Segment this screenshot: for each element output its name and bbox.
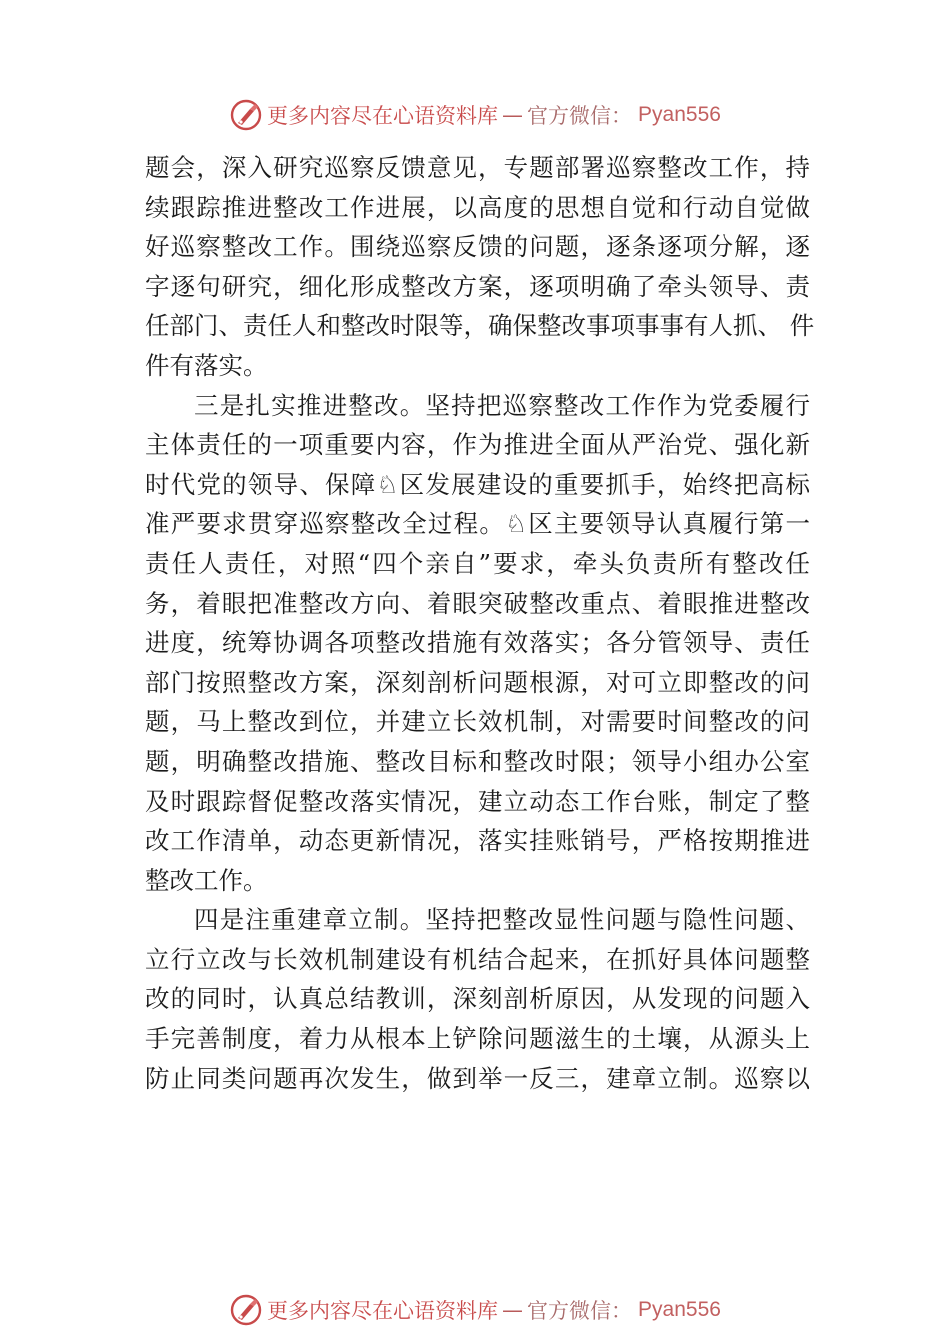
text-line: 准严要求贯穿巡察整改全过程。♘区主要领导认真履行第一 (145, 509, 810, 539)
text-line: 手完善制度，着力从根本上铲除问题滋生的土壤，从源头上 (145, 1024, 810, 1054)
watermark-label: 官方微信： (527, 104, 633, 128)
watermark-wechat-id: Pyan556 (638, 103, 721, 126)
text-line: 防止同类问题再次发生，做到举一反三，建章立制。巡察以 (145, 1063, 810, 1093)
text-line: 改工作清单，动态更新情况，落实挂账销号，严格按期推进 (145, 826, 810, 856)
watermark-site-text: 更多内容尽在心语资料库 (267, 104, 499, 128)
watermark-wechat-id: Pyan556 (638, 1298, 721, 1321)
text-line: 件有落实。 (145, 350, 268, 380)
text-line: 任部门、责任人和整改时限等，确保整改事项事事有人抓、 件 (145, 311, 815, 341)
footer-watermark-banner (0, 1290, 950, 1330)
text-line: 整改工作。 (145, 865, 268, 895)
text-line: 题，马上整改到位，并建立长效机制，对需要时间整改的问 (145, 707, 810, 737)
text-line: 续跟踪推进整改工作进展，以高度的思想自觉和行动自觉做 (145, 192, 810, 222)
text-line: 题，明确整改措施、整改目标和整改时限；领导小组办公室 (145, 746, 810, 776)
text-line: 部门按照整改方案，深刻剖析问题根源，对可立即整改的问 (145, 667, 810, 697)
text-line: 改的同时，认真总结教训，深刻剖析原因，从发现的问题入 (145, 984, 810, 1014)
text-line: 好巡察整改工作。围绕巡察反馈的问题，逐条逐项分解，逐 (145, 232, 810, 262)
watermark-label: 官方微信： (527, 1299, 633, 1323)
text-line: 主体责任的一项重要内容，作为推进全面从严治党、强化新 (145, 430, 810, 460)
pen-nib-logo-icon (229, 98, 263, 132)
document-body (145, 148, 815, 1098)
paragraph-first-line: 四是注重建章立制。坚持把整改显性问题与隐性问题、 (194, 905, 810, 935)
text-line: 及时跟踪督促整改落实情况，建立动态工作台账，制定了整 (145, 786, 810, 816)
pen-nib-logo-icon (229, 1293, 263, 1327)
text-line: 务，着眼把准整改方向、着眼突破整改重点、着眼推进整改 (145, 588, 810, 618)
header-watermark-banner (0, 95, 950, 135)
text-line: 进度，统筹协调各项整改措施有效落实；各分管领导、责任 (145, 628, 810, 658)
text-line: 题会，深入研究巡察反馈意见，专题部署巡察整改工作，持 (145, 153, 810, 182)
watermark-separator: — (502, 1298, 524, 1322)
text-line: 立行立改与长效机制建设有机结合起来，在抓好具体问题整 (145, 944, 810, 974)
paragraph-first-line: 三是扎实推进整改。坚持把巡察整改工作作为党委履行 (194, 390, 810, 420)
text-line: 责任人责任，对照“四个亲自”要求，牵头负责所有整改任 (145, 548, 810, 578)
text-line: 字逐句研究，细化形成整改方案，逐项明确了牵头领导、责 (145, 271, 810, 301)
watermark-separator: — (502, 103, 524, 127)
watermark-site-text: 更多内容尽在心语资料库 (267, 1299, 499, 1323)
text-line: 时代党的领导、保障♘区发展建设的重要抓手，始终把高标 (145, 469, 810, 499)
